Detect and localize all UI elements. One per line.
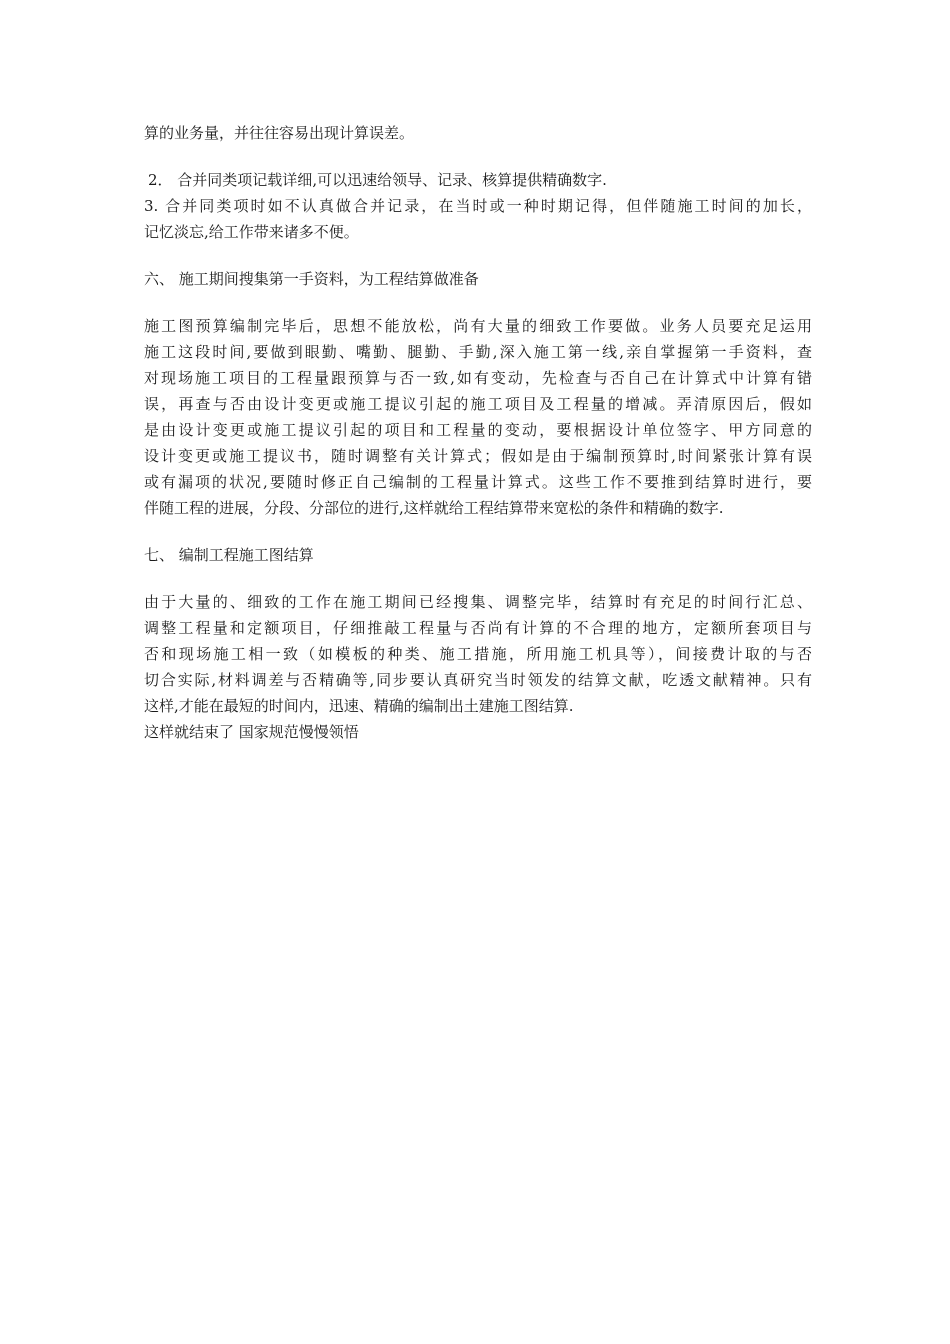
paragraph-line: 伴随工程的进展，分段、分部位的进行,这样就给工程结算带来宽松的条件和精确的数字. bbox=[144, 499, 724, 517]
spacer bbox=[144, 568, 812, 589]
paragraph-line: 施工这段时间,要做到眼勤、嘴勤、腿勤、手勤,深入施工第一线,亲自掌握第一手资料，查 bbox=[144, 343, 812, 361]
paragraph-line: 由于大量的、细致的工作在施工期间已经搜集、调整完毕，结算时有充足的时间行汇总、 bbox=[144, 593, 812, 611]
spacer bbox=[144, 521, 812, 542]
spacer bbox=[144, 245, 812, 266]
paragraph-line: 设计变更或施工提议书，随时调整有关计算式；假如是由于编制预算时,时间紧张计算有误 bbox=[144, 447, 812, 465]
paragraph-line: 否和现场施工相一致（如模板的种类、施工措施，所用施工机具等），间接费计取的与否 bbox=[144, 645, 812, 663]
section-7-paragraph bbox=[144, 589, 812, 745]
paragraph-line: 施工图预算编制完毕后，思想不能放松，尚有大量的细致工作要做。业务人员要充足运用 bbox=[144, 317, 812, 335]
section-6-heading: 六、 施工期间搜集第一手资料，为工程结算做准备 bbox=[144, 270, 479, 288]
list-item-3-line-1: 3. 合并同类项时如不认真做合并记录，在当时或一种时期记得，但伴随施工时间的加长， bbox=[144, 197, 812, 215]
closing-line: 这样就结束了 国家规范慢慢领悟 bbox=[144, 723, 359, 741]
paragraph-line: 误，再查与否由设计变更或施工提议引起的施工项目及工程量的增减。弄清原因后，假如 bbox=[144, 395, 812, 413]
paragraph-line: 这样,才能在最短的时间内，迅速、精确的编制出土建施工图结算. bbox=[144, 697, 574, 715]
paragraph-line: 切合实际,材料调差与否精确等,同步要认真研究当时领发的结算文献，吃透文献精神。只有 bbox=[144, 671, 812, 689]
section-6-paragraph bbox=[144, 313, 812, 521]
paragraph-line: 或有漏项的状况,要随时修正自己编制的工程量计算式。这些工作不要推到结算时进行，要 bbox=[144, 473, 812, 491]
section-7-heading: 七、 编制工程施工图结算 bbox=[144, 546, 314, 564]
paragraph-line: 是由设计变更或施工提议引起的项目和工程量的变动，要根据设计单位签字、甲方同意的 bbox=[144, 421, 812, 439]
spacer bbox=[144, 292, 812, 313]
list-item-2: 2． 合并同类项记载详细,可以迅速给领导、记录、核算提供精确数字. bbox=[148, 171, 607, 189]
list-item-3-line-2: 记忆淡忘,给工作带来诸多不便。 bbox=[144, 223, 359, 241]
intro-line: 算的业务量，并往往容易出现计算误差。 bbox=[144, 124, 415, 142]
document-body bbox=[144, 120, 812, 745]
paragraph-line: 对现场施工项目的工程量跟预算与否一致,如有变动，先检查与否自己在计算式中计算有错 bbox=[144, 369, 812, 387]
spacer bbox=[144, 146, 812, 167]
paragraph-line: 调整工程量和定额项目，仔细推敲工程量与否尚有计算的不合理的地方，定额所套项目与 bbox=[144, 619, 812, 637]
